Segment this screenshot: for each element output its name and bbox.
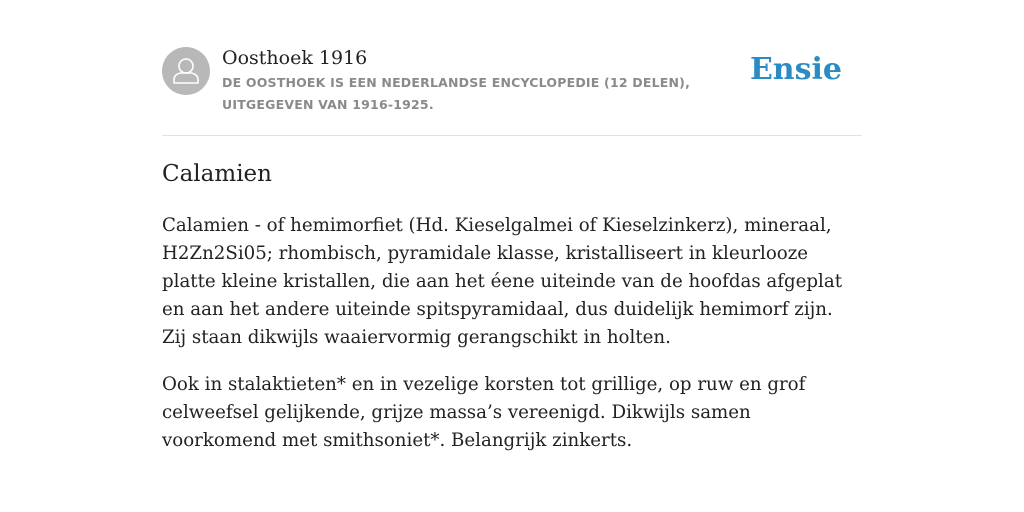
article-title: Calamien (162, 161, 272, 187)
article-body (162, 212, 862, 474)
source-avatar[interactable] (162, 47, 210, 95)
ensie-logo[interactable]: Ensie (749, 52, 842, 87)
source-title[interactable]: Oosthoek 1916 (222, 47, 368, 69)
user-silhouette-icon (162, 47, 210, 95)
source-header (162, 46, 862, 136)
article-paragraph: Ook in stalaktieten* en in vezelige korsten tot grillige, op ruw en grof celweefsel gelijkende, grijze massa’s vereenigd. Dikwijls samen voorkomend met smithsoniet*. Belangrijk zinkerts. (162, 374, 806, 451)
source-description: DE OOSTHOEK IS EEN NEDERLANDSE ENCYCLOPEDIE (12 DELEN), UITGEGEVEN VAN 1916-1925. (222, 75, 691, 112)
article-paragraph: Calamien - of hemimorfiet (Hd. Kieselgalmei of Kieselzinkerz), mineraal, H2Zn2Si05; rhombisch, pyramidale klasse, kristalliseert in kleurlooze platte kleine kristallen, die aan het éene uiteinde van de hoofdas afgeplat en aan het andere uiteinde spitspyramidaal, dus duidelijk hemimorf zijn. Zij staan dikwijls waaiervormig gerangschikt in holten. (162, 215, 843, 348)
header-divider (162, 135, 862, 136)
